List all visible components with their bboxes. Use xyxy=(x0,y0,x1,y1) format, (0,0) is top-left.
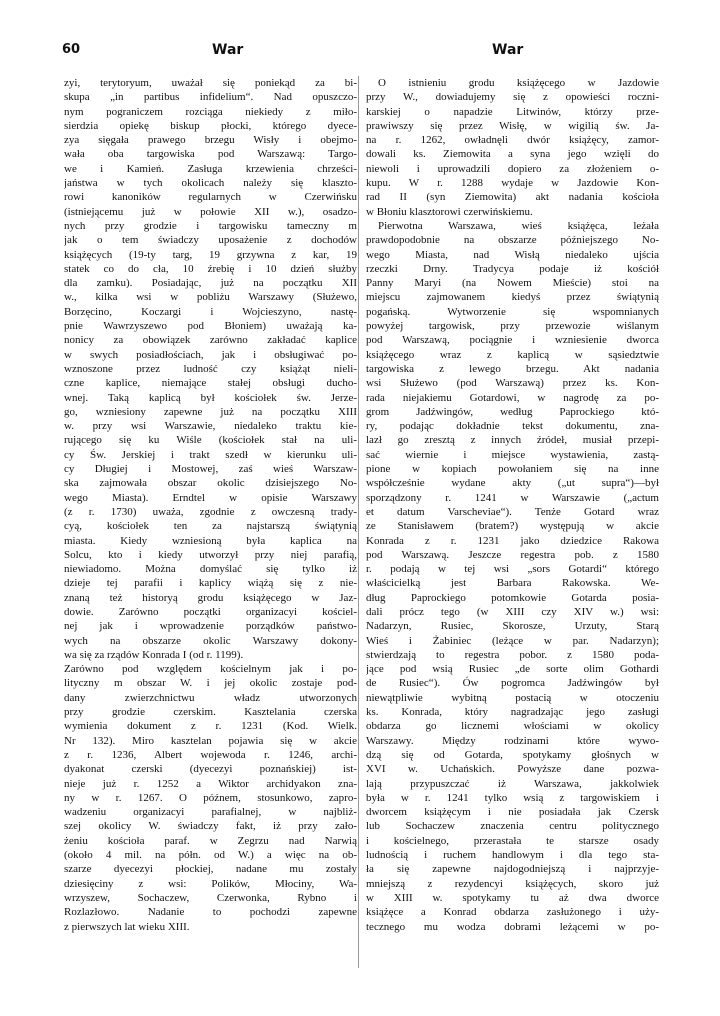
text-line: statek co do cła, 10 źrebię i 10 dzień służby xyxy=(64,262,357,275)
running-head-right: War xyxy=(492,42,524,58)
text-line: wych na obszarze okolic Warszawy dokony- xyxy=(64,634,357,647)
text-line: nym pograniczem rozciąga niekiedy z miło- xyxy=(64,105,357,118)
text-line: czne kaplice, niemające stałej obsługi ducho- xyxy=(64,377,357,390)
text-line: przy W., dowiadujemy się z opowieści roczni- xyxy=(366,91,659,104)
text-line: dali prócz tego (w XIII czy XIV w.) wsi: xyxy=(366,605,659,618)
text-line: Pierwotna Warszawa, wieś książęca, leżała xyxy=(378,219,659,232)
text-line: sać wiernie i miejsce wystawienia, zastą- xyxy=(366,448,659,461)
text-line: przy grodzie czerskim. Kasztelania czerska xyxy=(64,706,357,719)
running-head-left: War xyxy=(212,42,244,58)
text-line: pnie Wawrzyszewo pod Błoniem) uważają ka- xyxy=(64,320,357,333)
page-number: 60 xyxy=(62,42,81,57)
text-line: w Błoniu klasztorowi czerwińskiemu. xyxy=(366,205,533,218)
text-line: na r. 1262, owładnęli dwór książęcy, zamor- xyxy=(366,134,659,147)
text-line: ny w r. 1267. O późnem, stosunkowo, zapro- xyxy=(64,791,357,804)
text-line: Zarówno pod względem kościelnym jak i po- xyxy=(64,663,357,676)
text-line: tecznego mu wodza dobrami leżącemi w po- xyxy=(366,920,659,933)
text-line: lub Sochaczew znaczenia centru politycznego xyxy=(366,820,659,833)
text-line: skupa „in partibus infidelium“. Nad opuszczo- xyxy=(64,91,357,104)
text-line: dług Paprockiego potomkowie Gotarda posia- xyxy=(366,591,659,604)
text-line: Rozlazłowo. Nadanie to pochodzi zapewne xyxy=(64,906,357,919)
text-line: miasta. Kiedy wzniesioną była kaplica na xyxy=(64,534,357,547)
right-column xyxy=(366,76,659,934)
text-line: Warszawy. Między rodzinami które wywo- xyxy=(366,734,659,747)
text-line: była w r. 1241 tylko wsią z targowiskiem i xyxy=(366,791,659,804)
text-line: lityczny m obszar W. i jej okolic zostaje pod- xyxy=(64,677,357,690)
text-line: i kościelnego, przerastała te starsze osady xyxy=(366,834,659,847)
text-line: sierdzia opiekę biskup płocki, którego dyece- xyxy=(64,119,357,132)
text-line: niewoli i uprowadzili dopiero za złożeniem o- xyxy=(366,162,659,175)
text-line: lazł go zresztą z innych źródeł, musiał przepi- xyxy=(366,434,659,447)
text-line: znaną też historyą grodu książęcego w Jaz- xyxy=(64,591,357,604)
text-line: kupu. W r. 1288 wydaje w Jazdowie Kon- xyxy=(366,177,659,190)
text-line: jak o tem świadczy uposażenie z dochodów xyxy=(64,234,357,247)
text-line: (istniejącemu już w połowie XII w.), osadzo- xyxy=(64,205,357,218)
left-column xyxy=(64,76,357,934)
text-line: książęce a Konrad obdarza zasłużonego i uży- xyxy=(366,906,659,919)
text-line: wadzeniu organizacyi parafialnej, w najbliż- xyxy=(64,806,357,819)
text-line: targowiska z lewego brzegu. Akt nadania xyxy=(366,362,659,375)
text-line: karskiej o napadzie Litwinów, którzy prze- xyxy=(366,105,659,118)
text-line: współcześnie wydane akty („ut supra“)—był xyxy=(366,477,659,490)
text-line: ry, podając dokładnie tekst dokumentu, zna- xyxy=(366,420,659,433)
text-line: wa się za rządów Konrada I (od r. 1199). xyxy=(64,648,244,661)
text-line: ła się zapewne najdogodniejszą i najprzyje- xyxy=(366,863,659,876)
text-line: dowie. Zarówno początki organizacyi kościel- xyxy=(64,605,357,618)
text-line: cyą, kościołek ten za najstarszą świątynią xyxy=(64,520,357,533)
text-line: go, wzniesiony zapewne już na początku XIII xyxy=(64,405,357,418)
text-line: książęcych (19-ty targ, 19 grzywna z kar, 19 xyxy=(64,248,357,261)
text-line: zya sięgała prawego brzegu Wisły i obejmo- xyxy=(64,134,357,147)
text-line: dzieje tej parafii i kaplicy wiążą się z nie- xyxy=(64,577,357,590)
text-line: (około 4 mil. na półn. od W.) a więc na ob- xyxy=(64,849,357,862)
text-line: rzeczki Drny. Tradycya podaje iż kościół xyxy=(366,262,659,275)
text-line: w swych posiadłościach, jak i obsługiwać po- xyxy=(64,348,357,361)
text-line: nej jak i wprowadzenie porządków państwo- xyxy=(64,620,357,633)
text-line: Solcu, kto i kiedy utworzył przy niej parafią, xyxy=(64,548,357,561)
text-line: dany zwierzchnictwu władz utworzonych xyxy=(64,691,357,704)
text-line: r. podają w tej wsi „sors Gotardi“ którego xyxy=(366,563,659,576)
text-line: ze Stanisławem (bratem?) występują w akcie xyxy=(366,520,659,533)
text-line: dworcem książęcym i nie posiadała jak Czersk xyxy=(366,806,659,819)
text-line: wała oba targowiska pod Warszawą: Targo- xyxy=(64,148,357,161)
text-line: z pierwszych lat wieku XIII. xyxy=(64,920,190,933)
text-line: dzą się od Gotarda, spotykamy głośnych w xyxy=(366,748,659,761)
text-line: ludnością i ruchem handlowym i dla tego sta- xyxy=(366,849,659,862)
text-line: mniejszą z rezydencyi książęcych, skoro już xyxy=(366,877,659,890)
text-line: dziesięciny z wsi: Polików, Młociny, Wa- xyxy=(64,877,357,890)
text-line: wego Miasta). Erndtel w opisie Warszawy xyxy=(64,491,357,504)
text-line: prawdopodobnie na obszarze późniejszego No- xyxy=(366,234,659,247)
text-line: dla zamku). Posiadając, już na początku XII xyxy=(64,277,357,290)
text-line: jące pod wsią Rusiec „de sorte olim Gothardi xyxy=(366,663,659,676)
text-line: zyi, terytoryum, uważał się poniekąd za bi- xyxy=(64,77,357,89)
text-line: cy Św. Jerskiej i trakt szedł w kierunku uli- xyxy=(64,448,357,461)
text-line: Borzęcino, Koczargi i Wojcieszyno, nastę- xyxy=(64,305,357,318)
text-line: dowali ks. Ziemowita a syna jego wzięli do xyxy=(366,148,659,161)
text-line: rada niejakiemu Gotardowi, w nagrodę za po- xyxy=(366,391,659,404)
text-line: pod Warszawą, pociągnie i wzniesienie dworca xyxy=(366,334,659,347)
text-line: nieje już r. 1252 a Wiktor archidyakon zna- xyxy=(64,777,357,790)
text-line: niewątpliwie wybitną postacią w otoczeniu xyxy=(366,691,659,704)
text-line: Panny Maryi (na Nowem Mieście) stoi na xyxy=(366,277,659,290)
text-line: Nadarzyn, Rusiec, Skorosze, Urzuty, Starą xyxy=(366,620,659,633)
text-line: stwierdzają to regestra pobor. z 1580 poda- xyxy=(366,648,659,661)
text-line: pione w kopiach powołaniem się na inne xyxy=(366,463,659,476)
text-line: z r. 1236, Albert wojewoda r. 1246, archi- xyxy=(64,748,357,761)
text-line: wego Miasta, nad Wisłą niedaleko ujścia xyxy=(366,248,659,261)
text-line: pogańską. Wytworzenie się wspomnianych xyxy=(366,305,659,318)
text-line: prawiwszy się przez Wisłę, w wigilią św. Ja- xyxy=(366,119,659,132)
text-line: sporządzony r. 1241 w Warszawie („actum xyxy=(366,491,659,504)
text-line: we i Kamień. Zasługa krzewienia chrześci- xyxy=(64,162,357,175)
text-line: Nr 132). Miro kasztelan pojawia się w akcie xyxy=(64,734,357,747)
text-line: książęcego wraz z kaplicą w sąsiedztwie xyxy=(366,348,659,361)
text-line: wymienia dokument z r. 1231 (Kod. Wielk. xyxy=(64,720,357,733)
text-line: rującego się ku Wiśle (kościołek stał na uli- xyxy=(64,434,357,447)
text-line: grom Jadźwingów, według Paprockiego któ- xyxy=(366,405,659,418)
text-line: et datum Varscheviae“). Tenże Gotard wraz xyxy=(366,505,659,518)
text-line: w. przy wsi Warszawie, niedaleko traktu kie- xyxy=(64,420,357,433)
text-line: (z r. 1730) uważa, zgodnie z owczesną trady- xyxy=(64,505,357,518)
text-line: miejscu zajmowanem kiedyś przez świątynią xyxy=(366,291,659,304)
text-line: szej okolicy W. świadczy fakt, iż przy zało- xyxy=(64,820,357,833)
text-line: w., kilka wsi w pobliżu Warszawy (Służewo, xyxy=(64,291,357,304)
text-line: dyakonat czerski (dyecezyi poznańskiej) ist- xyxy=(64,763,357,776)
text-line: cy Długiej i Mostowej, zaś wieś Warszaw- xyxy=(64,463,357,476)
text-line: niewiadomo. Można domyślać się tylko iż xyxy=(64,563,357,576)
text-line: w XIII w. spotykamy tu aż dwa dworce xyxy=(366,891,659,904)
text-line: właścicielką jest Barbara Rakowska. We- xyxy=(366,577,659,590)
text-line: żeniu kościoła paraf. w Zegrzu nad Narwią xyxy=(64,834,357,847)
text-line: O istnieniu grodu książęcego w Jazdowie xyxy=(378,77,659,89)
text-line: nych przy grodzie i targowisku tameczny m xyxy=(64,219,357,232)
text-line: lają przypuszczać iż Warszawa, jakkolwiek xyxy=(366,777,659,790)
text-line: obdarza go licznemi włościami w okolicy xyxy=(366,720,659,733)
text-line: powyżej targowisk, przy przewozie wiślanym xyxy=(366,320,659,333)
text-line: wrzyszew, Sochaczew, Czerwonka, Rybno i xyxy=(64,891,357,904)
text-line: wnej. Taką kaplicą był kościołek św. Jerze- xyxy=(64,391,357,404)
text-line: pod Warszawą. Jeszcze regestra pob. z 1580 xyxy=(366,548,659,561)
column-divider xyxy=(358,76,359,968)
text-line: rad II (syn Ziemowita) akt nadania kościoła xyxy=(366,191,659,204)
text-line: rowi kanoników regularnych w Czerwińsku xyxy=(64,191,357,204)
text-line: Wieś i Żabiniec (leżące w par. Nadarzyn); xyxy=(366,634,659,647)
text-line: ks. Konrada, który nagradzając jego zasługi xyxy=(366,706,659,719)
text-line: de Rusiec“). Ów pogromca Jadźwingów był xyxy=(366,677,659,690)
text-line: wznoszone przez ludność czy książąt nieli- xyxy=(64,362,357,375)
text-line: ska zajmowała obszar okolic dzisiejszego No- xyxy=(64,477,357,490)
text-line: XVI w. Uchańskich. Powyższe dane pozwa- xyxy=(366,763,659,776)
text-line: wsi Służewo (pod Warszawą) przez ks. Kon- xyxy=(366,377,659,390)
text-line: szarze dyecezyi płockiej, nadane mu zostały xyxy=(64,863,357,876)
text-line: nonicy za obowiązek zarówno zakładać kaplice xyxy=(64,334,357,347)
text-line: Konrada z r. 1231 jako dziedzice Rakowa xyxy=(366,534,659,547)
text-line: jaństwa w tych okolicach należy się klaszto- xyxy=(64,177,357,190)
